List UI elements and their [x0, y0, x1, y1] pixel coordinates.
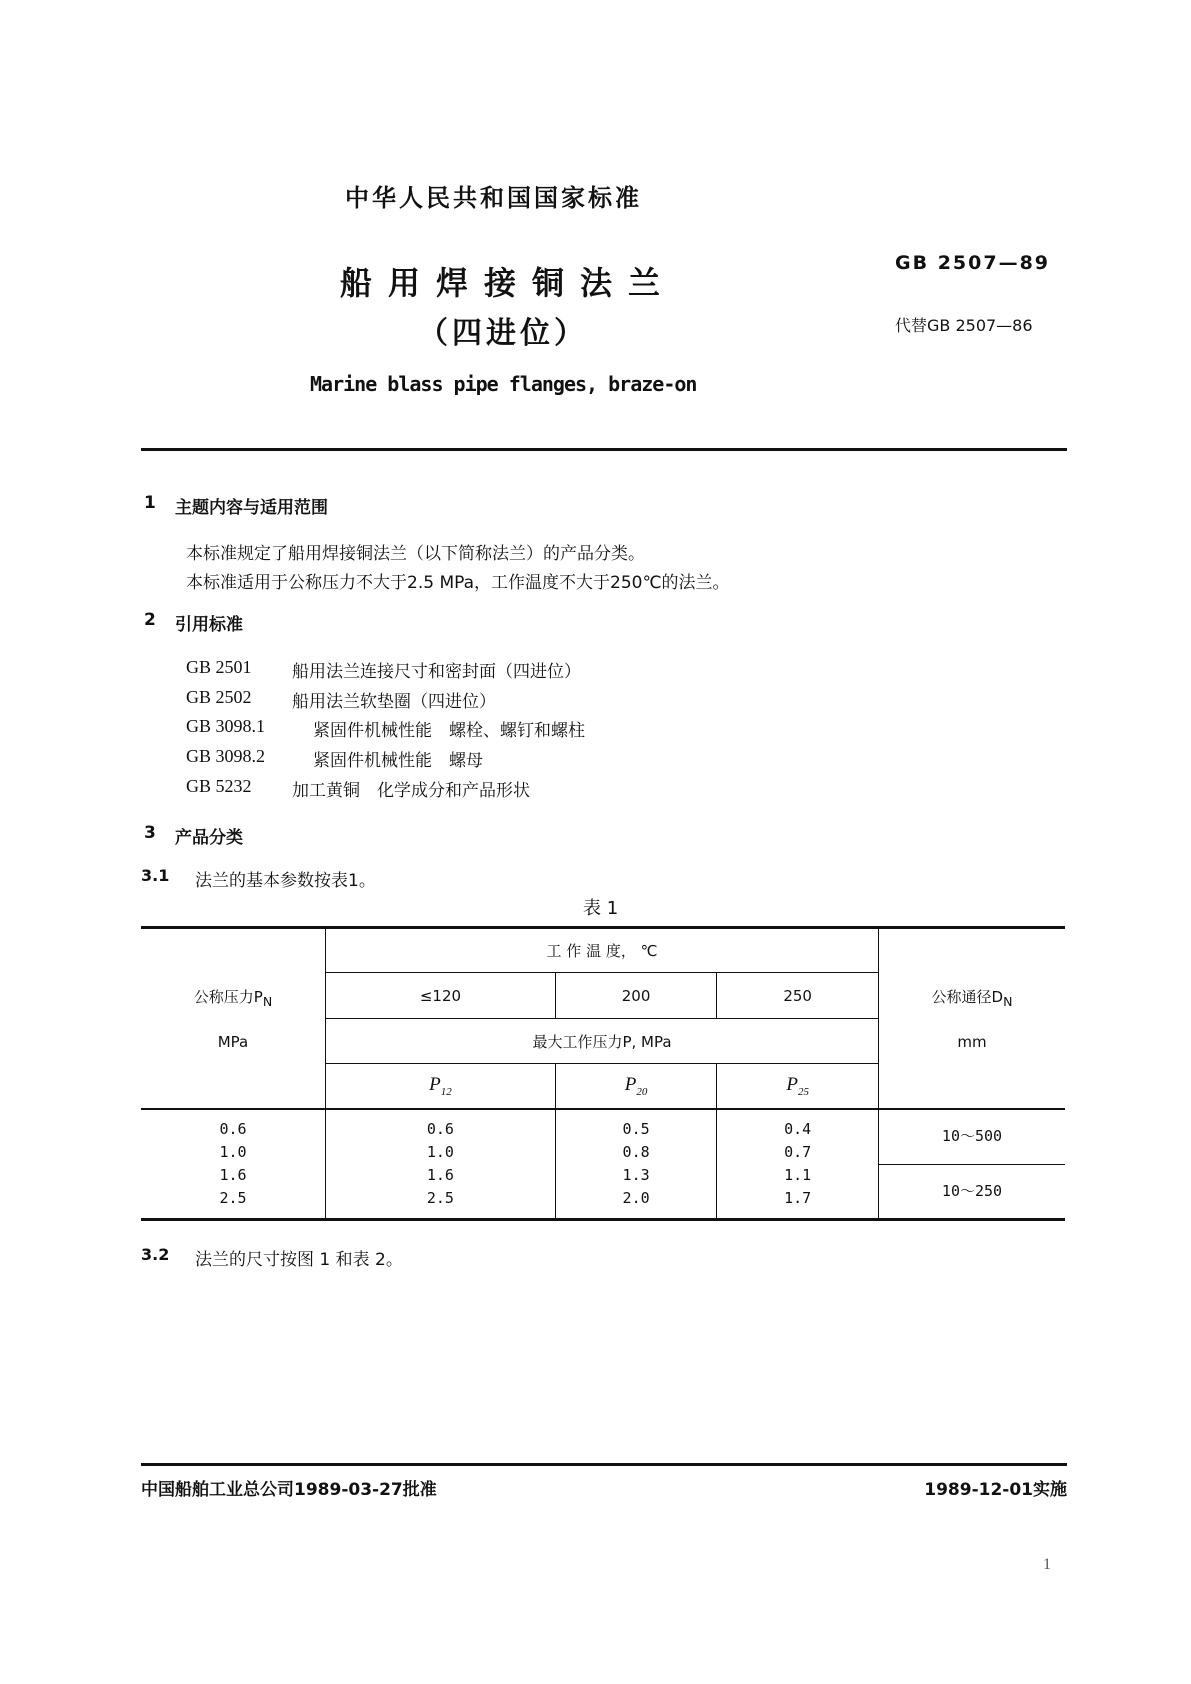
reference-code: GB 5232	[186, 776, 252, 796]
paragraph: 法兰的基本参数按表1。	[195, 871, 376, 891]
subsection-number: 3.2	[141, 1245, 170, 1264]
reference-name: 紧固件机械性能 螺母	[313, 751, 483, 771]
dn-header: 公称通径$D_N$ mm	[879, 928, 1066, 1109]
table-caption: 表 1	[583, 898, 619, 919]
p12-values: 0.6 1.0 1.6 2.5	[326, 1109, 556, 1220]
reference-name: 船用法兰连接尺寸和密封面（四进位）	[292, 662, 581, 682]
parameters-table	[141, 926, 1065, 1221]
document-title: 船用焊接铜法兰	[340, 264, 677, 302]
header-rule	[141, 448, 1067, 451]
temp-cell: 250	[717, 973, 879, 1019]
reference-name: 加工黄铜 化学成分和产品形状	[292, 781, 530, 801]
temperature-header: 工 作 温 度， ℃	[326, 928, 879, 973]
paragraph: 本标准适用于公称压力不大于2.5 MPa，工作温度不大于250℃的法兰。	[186, 573, 730, 593]
section-heading: 主题内容与适用范围	[175, 498, 328, 518]
english-title: Marine blass pipe flanges, braze-on	[310, 372, 697, 396]
reference-name: 船用法兰软垫圈（四进位）	[292, 692, 496, 712]
reference-code: GB 3098.2	[186, 746, 266, 766]
reference-code: GB 2501	[186, 657, 252, 677]
footer-rule	[141, 1463, 1067, 1466]
subsection-number: 3.1	[141, 866, 170, 885]
pn-values: 0.6 1.0 1.6 2.5	[141, 1109, 326, 1220]
section-number: 1	[144, 493, 156, 513]
section-number: 3	[144, 823, 156, 843]
pn-header: 公称压力$P_N$ MPa	[141, 928, 326, 1109]
dn-value: 10～250	[879, 1165, 1066, 1220]
reference-code: GB 3098.1	[186, 716, 266, 736]
approval-date: 中国船舶工业总公司1989-03-27批准	[141, 1480, 437, 1500]
paragraph: 本标准规定了船用焊接铜法兰（以下简称法兰）的产品分类。	[186, 544, 645, 564]
effective-date: 1989-12-01实施	[924, 1480, 1067, 1500]
reference-name: 紧固件机械性能 螺栓、螺钉和螺柱	[313, 721, 585, 741]
p12-header: $P_{12}$	[326, 1064, 556, 1109]
document-subtitle: （四进位）	[418, 316, 588, 351]
temp-cell: 200	[555, 973, 716, 1019]
replaces-code: 代替GB 2507—86	[895, 316, 1033, 335]
standard-code: GB 2507—89	[895, 252, 1051, 274]
reference-code: GB 2502	[186, 687, 252, 707]
p20-header: $P_{20}$	[555, 1064, 716, 1109]
dn-value: 10～500	[879, 1109, 1066, 1165]
p25-header: $P_{25}$	[717, 1064, 879, 1109]
section-number: 2	[144, 610, 156, 630]
max-pressure-header: 最大工作压力P, MPa	[326, 1019, 879, 1064]
paragraph: 法兰的尺寸按图 1 和表 2。	[195, 1250, 403, 1270]
p20-values: 0.5 0.8 1.3 2.0	[555, 1109, 716, 1220]
p25-values: 0.4 0.7 1.1 1.7	[717, 1109, 879, 1220]
national-standard-heading: 中华人民共和国国家标准	[345, 184, 642, 212]
section-heading: 引用标准	[175, 615, 243, 635]
section-heading: 产品分类	[175, 828, 243, 848]
temp-cell: ≤120	[326, 973, 556, 1019]
page-number: 1	[1043, 1556, 1051, 1573]
